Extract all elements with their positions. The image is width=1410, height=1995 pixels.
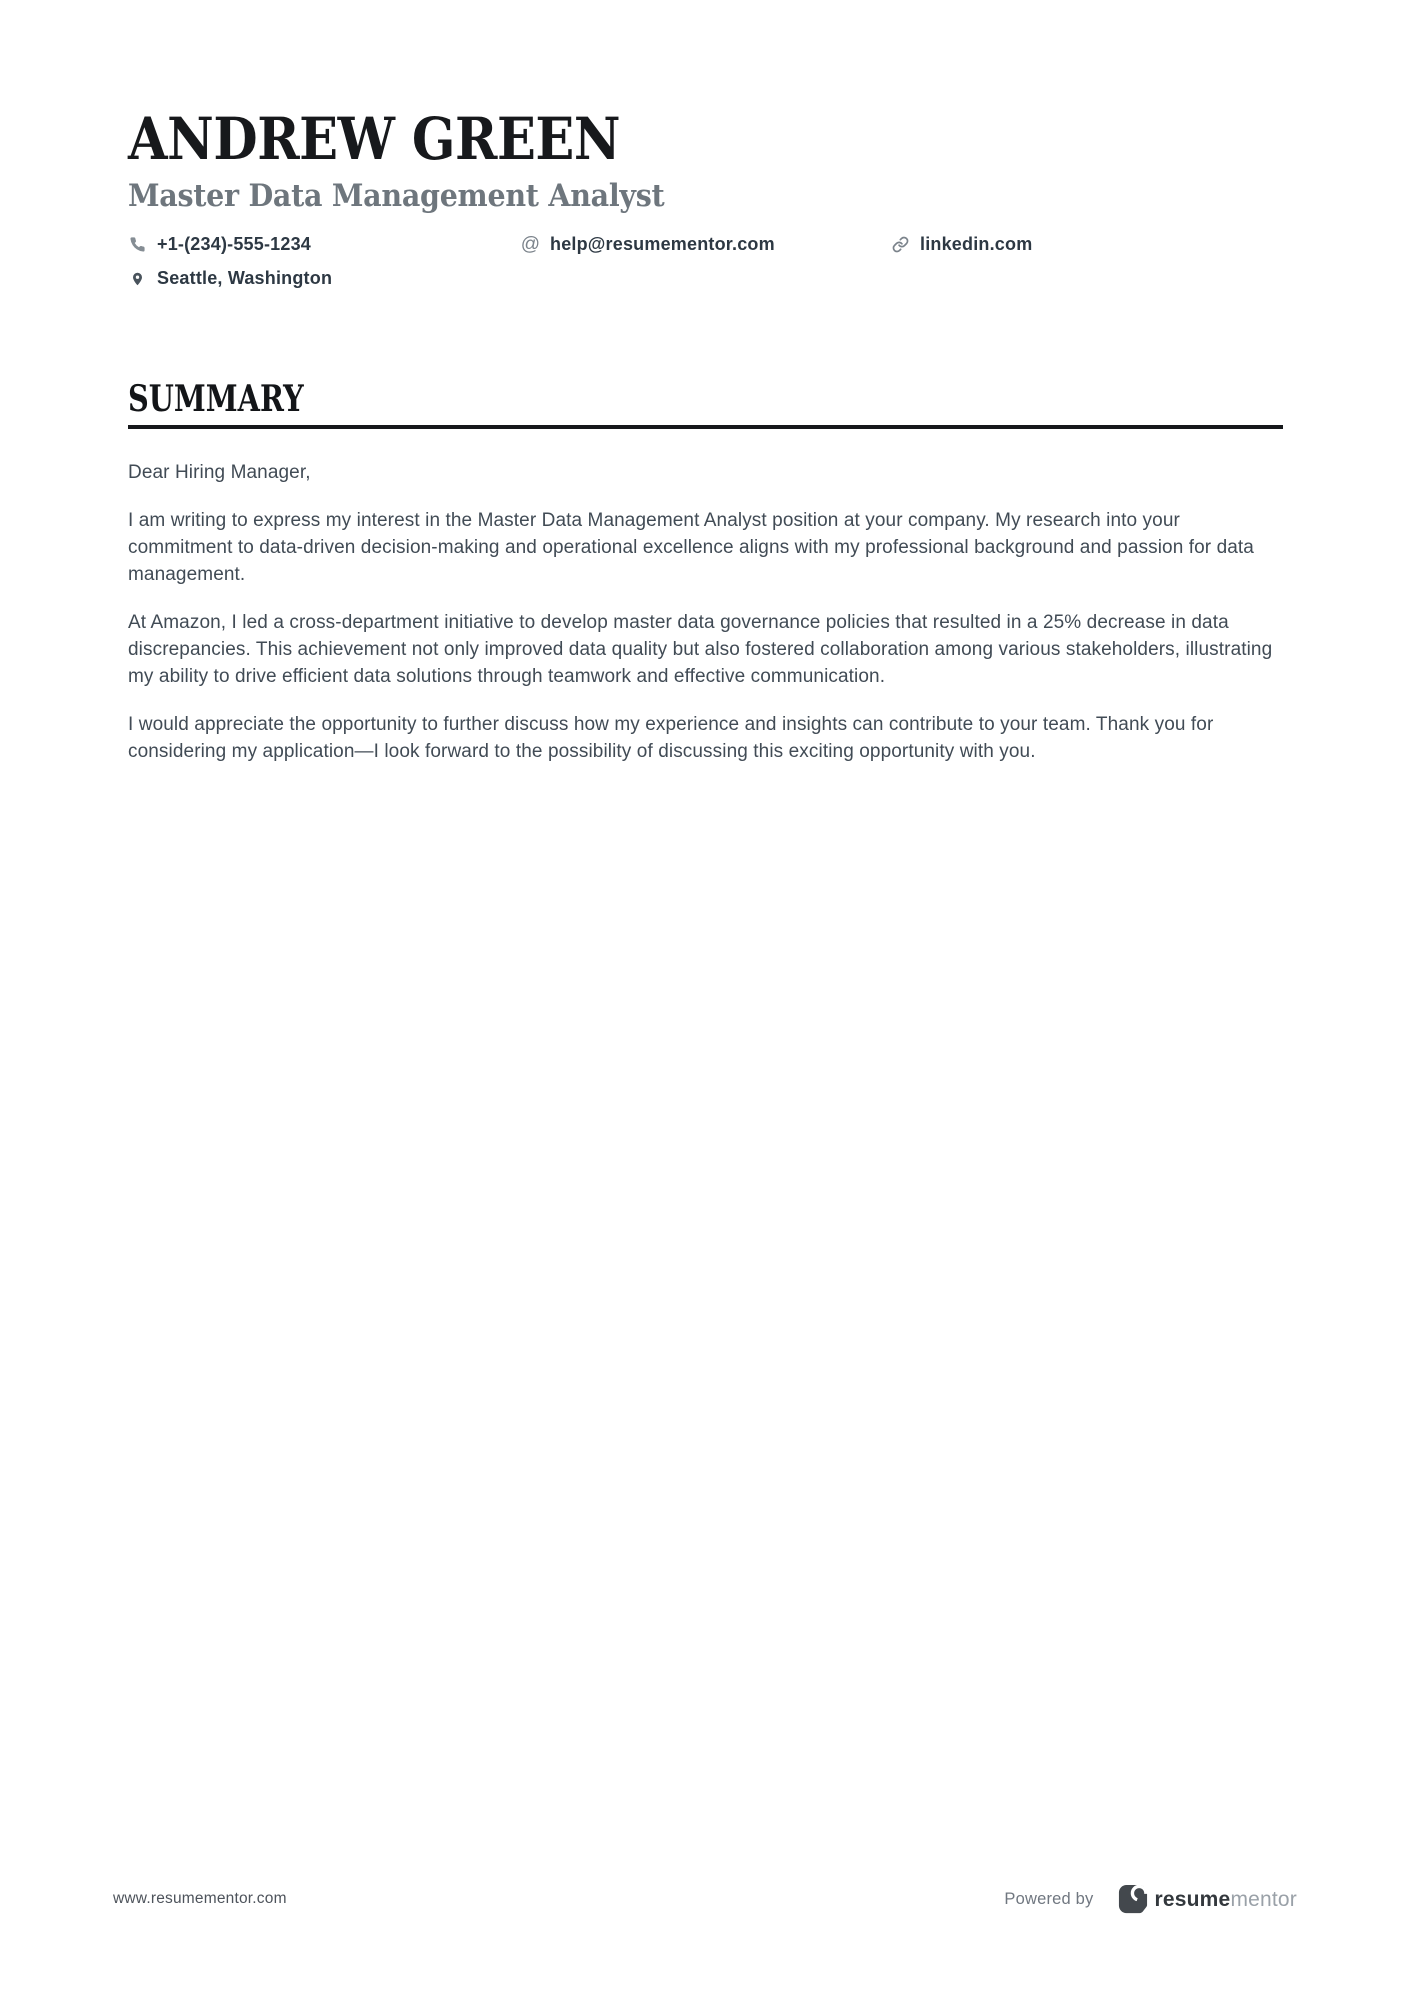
salutation: Dear Hiring Manager, — [128, 462, 311, 484]
powered-by-label: Powered by — [1004, 1889, 1094, 1908]
location-pin-icon — [128, 269, 147, 288]
section-heading-rule — [128, 378, 1283, 429]
location-contact — [128, 268, 332, 289]
header — [128, 0, 1283, 289]
email-contact[interactable] — [521, 234, 891, 255]
phone-number: +1-(234)-555-1234 — [157, 234, 312, 255]
resumementor-logo-icon — [1118, 1884, 1148, 1914]
paragraph-3: I would appreciate the opportunity to further discuss how my experience and insights can contribute to your team. Thank you for considering my application—I look forward to the possibility of discussing this exciting opportunity with you. — [128, 714, 1214, 763]
paragraph-1: I am writing to express my interest in the Master Data Management Analyst position at your company. My research into your commitment to data-driven decision-making and operational excellence aligns with my professional background and passion for data management. — [128, 510, 1254, 586]
section-title: SUMMARY — [128, 378, 304, 421]
contact-row-1 — [128, 234, 1283, 255]
contact-row-2 — [128, 268, 1283, 289]
phone-contact[interactable] — [128, 234, 521, 255]
job-title: Master Data Management Analyst — [128, 177, 665, 214]
person-name: ANDREW GREEN — [128, 105, 621, 173]
cover-letter-body — [128, 459, 1283, 765]
page-footer — [113, 1884, 1297, 1914]
phone-icon — [128, 235, 147, 254]
brand-wordmark — [1155, 1889, 1297, 1910]
brand-word-mentor: mentor — [1230, 1887, 1297, 1911]
brand-word-resume: resume — [1154, 1887, 1231, 1911]
email-address: help@resumementor.com — [550, 234, 775, 255]
paragraph-2: At Amazon, I led a cross-department initiative to develop master data governance policies that resulted in a 25% decrease in data discrepancies. This achievement not only improved data quality but also fostered collaboration among various stakeholders, illustrating my ability to drive efficient data solutions through teamwork and effective communication. — [128, 612, 1273, 688]
powered-by — [1004, 1884, 1297, 1914]
summary-section — [128, 378, 1283, 765]
link-icon — [891, 235, 910, 254]
at-icon: @ — [520, 234, 541, 256]
linkedin-url: linkedin.com — [920, 234, 1033, 255]
resumementor-brand-link[interactable] — [1118, 1884, 1297, 1914]
footer-site-url: www.resumementor.com — [113, 1890, 287, 1907]
contact-info — [128, 234, 1283, 289]
resume-content — [128, 0, 1283, 786]
linkedin-contact[interactable] — [891, 234, 1032, 255]
location-text: Seattle, Washington — [157, 268, 333, 289]
